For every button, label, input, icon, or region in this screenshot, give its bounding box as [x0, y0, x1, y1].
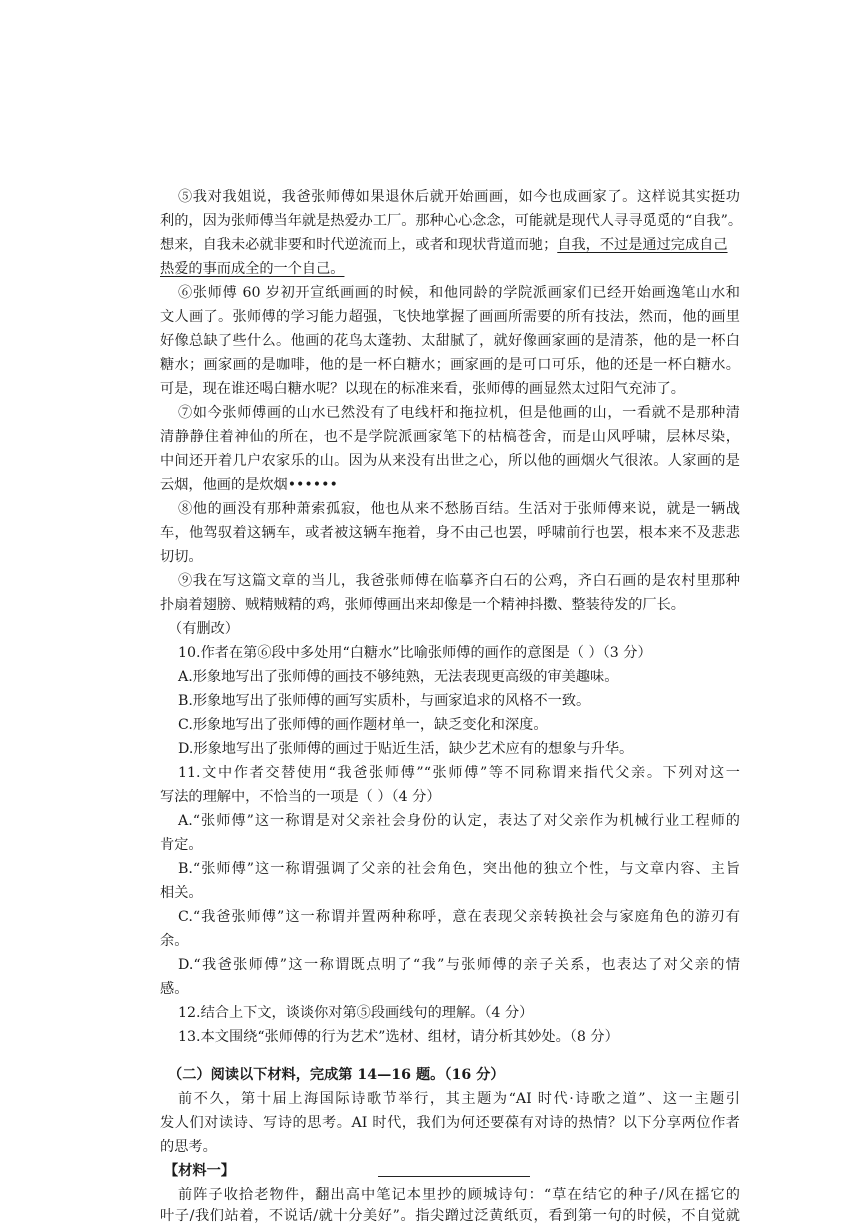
paragraph-7-line-2: 清静静住着神仙的所在，也不是学院派画家笔下的枯槁苍舍，而是山风呼啸，层林尽染， [160, 429, 740, 445]
paragraph-8-line-2: 车，他驾驭着这辆车，或者被这辆车拖着，身不由己也罢，呼啸前行也罢，根本来不及悲悲 [160, 525, 740, 541]
section-2-heading: （二）阅读以下材料，完成第 14—16 题。（16 分） [168, 1067, 505, 1083]
question-10-option-c: C.形象地写出了张师傅的画作题材单一，缺乏变化和深度。 [178, 717, 548, 733]
paragraph-7-line-4: 云烟，他画的是炊烟•••••• [160, 477, 338, 493]
section-2-intro-line-2: 发人们对读诗、写诗的思考。AI 时代，我们为何还要葆有对诗的热情？以下分享两位作者 [160, 1115, 740, 1131]
question-11-option-d-line-1: D.“我爸张师傅”这一称谓既点明了“我”与张师傅的亲子关系，也表达了对父亲的情 [178, 957, 740, 973]
paragraph-5-line-1: ⑤我对我姐说，我爸张师傅如果退休后就开始画画，如今也成画家了。这样说其实挺功 [178, 189, 740, 205]
answer-blank-line [378, 1176, 530, 1177]
paragraph-8-line-3: 切切。 [160, 549, 203, 565]
material-1-line-2: 叶子/我们站着，不说话/就十分美好”。指尖蹭过泛黄纸页，看到第一句的时候，不自觉就 [160, 1208, 740, 1224]
question-10-option-d: D.形象地写出了张师傅的画过于贴近生活，缺少艺术应有的想象与升华。 [178, 741, 634, 757]
question-11-option-c-line-2: 余。 [160, 933, 189, 949]
question-11-option-d-line-2: 感。 [160, 981, 189, 997]
question-13: 13.本文围绕“张师傅的行为艺术”选材、组材，请分析其妙处。（8 分） [178, 1029, 619, 1045]
paragraph-7-line-1: ⑦如今张师傅画的山水已然没有了电线杆和拖拉机，但是他画的山，一看就不是那种清 [178, 405, 740, 421]
paragraph-6-line-4: 糖水；画家画的是咖啡，他的是一杯白糖水；画家画的是可口可乐，他的还是一杯白糖水。 [160, 357, 740, 373]
paragraph-6-line-1: ⑥张师傅 60 岁初开宣纸画画的时候，和他同龄的学院派画家们已经开始画逸笔山水和 [178, 285, 740, 301]
underlined-sentence-end: 热爱的事而成全的一个自己。 [160, 261, 345, 277]
question-11-option-a-line-1: A.“张师傅”这一称谓是对父亲社会身份的认定，表达了对父亲作为机械行业工程师的 [178, 813, 740, 829]
underlined-sentence: 自我，不过是通过完成自己 [557, 237, 728, 253]
question-10-option-b: B.形象地写出了张师傅的画写实质朴，与画家追求的风格不一致。 [178, 693, 591, 709]
paragraph-5-line-2: 利的，因为张师傅当年就是热爱办工厂。那种心心念念，可能就是现代人寻寻觅觅的“自我”。 [160, 213, 743, 229]
question-12: 12.结合上下文，谈谈你对第⑤段画线句的理解。（4 分） [178, 1005, 534, 1021]
paragraph-5-line-3-text: 想来，自我未必就非要和时代逆流而上，或者和现状背道而驰； [160, 237, 558, 253]
question-10-option-a: A.形象地写出了张师傅的画技不够纯熟，无法表现更高级的审美趣味。 [178, 669, 619, 685]
paragraph-5-line-3 [160, 234, 740, 256]
question-11-option-b-line-2: 相关。 [160, 885, 203, 901]
question-11-option-c-line-1: C.“我爸张师傅”这一称谓并置两种称呼，意在表现父亲转换社会与家庭角色的游刃有 [178, 909, 740, 925]
section-2-intro-line-1: 前不久，第十届上海国际诗歌节举行，其主题为“AI 时代·诗歌之道”、这一主题引 [178, 1091, 740, 1107]
question-11-option-a-line-2: 肯定。 [160, 837, 203, 853]
material-1-line-1: 前阵子收拾老物件，翻出高中笔记本里抄的顾城诗句：“草在结它的种子/风在摇它的 [178, 1187, 740, 1203]
paragraph-8-line-1: ⑧他的画没有那种萧索孤寂，他也从来不愁肠百结。生活对于张师傅来说，就是一辆战 [178, 501, 740, 517]
paragraph-6-line-5: 可是，现在谁还喝白糖水呢？以现在的标准来看，张师傅的画显然太过阳气充沛了。 [160, 381, 685, 397]
material-1-label: 【材料一】 [164, 1163, 235, 1179]
paragraph-9-line-1: ⑨我在写这篇文章的当儿，我爸张师傅在临摹齐白石的公鸡，齐白石画的是农村里那种 [178, 573, 740, 589]
question-11-stem-line-2: 写法的理解中，不恰当的一项是（ ）（4 分） [160, 789, 441, 805]
paragraph-6-line-3: 好像总缺了些什么。他画的花鸟太蓬勃、太甜腻了，就好像画家画的是清茶，他的是一杯白 [160, 333, 740, 349]
edit-note: （有删改） [168, 621, 239, 637]
paragraph-7-line-3: 中间还开着几户农家乐的山。因为从来没有出世之心，所以他的画烟火气很浓。人家画的是 [160, 453, 740, 469]
question-11-stem-line-1: 11.文中作者交替使用“我爸张师傅”“张师傅”等不同称谓来指代父亲。下列对这一 [178, 765, 740, 781]
paragraph-9-line-2: 扑扇着翅膀、贼精贼精的鸡，张师傅画出来却像是一个精神抖擞、整装待发的厂长。 [160, 597, 685, 613]
section-2-intro-line-3: 的思考。 [160, 1139, 217, 1155]
question-10-stem: 10.作者在第⑥段中多处用“白糖水”比喻张师傅的画作的意图是（ ）（3 分） [178, 645, 652, 661]
question-11-option-b-line-1: B.“张师傅”这一称谓强调了父亲的社会角色，突出他的独立个性，与文章内容、主旨 [178, 861, 740, 877]
paragraph-6-line-2: 文人画了。张师傅的学习能力超强，飞快地掌握了画画所需要的所有技法，然而，他的画里 [160, 309, 740, 325]
